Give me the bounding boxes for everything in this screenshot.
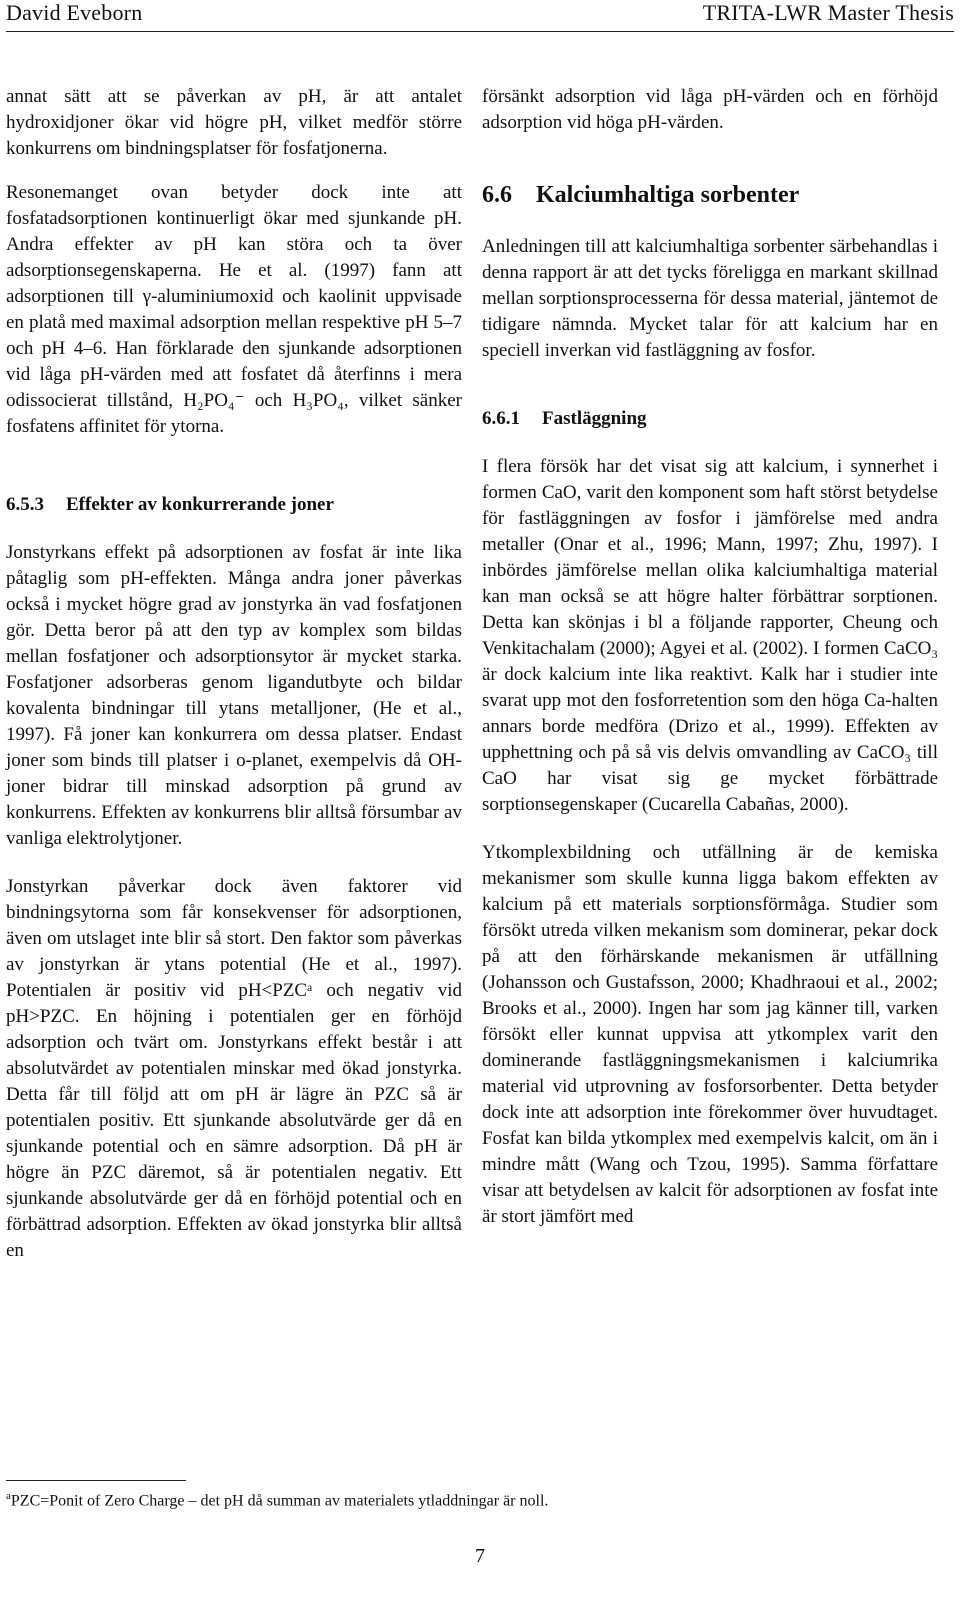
footnote xyxy=(6,1485,936,1512)
page-number: 7 xyxy=(475,1545,485,1567)
header-rule xyxy=(6,31,954,32)
header-author: David Eveborn xyxy=(6,0,143,25)
footnote-marker: a xyxy=(6,1490,11,1502)
left-column xyxy=(6,84,462,1264)
heading-6-6-1-number: 6.6.1 xyxy=(482,408,520,429)
header-series: TRITA-LWR Master Thesis xyxy=(702,0,954,25)
footnote-text: PZC=Ponit of Zero Charge – det pH då summan av materialets ytladdningar är noll. xyxy=(10,1492,549,1510)
heading-6-6-number: 6.6 xyxy=(482,182,512,208)
heading-6-6-1-title: Fastläggning xyxy=(542,408,647,429)
heading-6-5-3-title: Effekter av konkurrerande joner xyxy=(66,494,334,515)
paragraph-surface-potential: Jonstyrkan påverkar dock även faktorer vid bindningsytorna som får konsekvenser för adsorptionen, även om utslaget inte blir så stort. Den faktor som påverkas av jonstyrkan är ytans potential (He et al., 1997). Potentialen är positiv vid pH<PZCᵃ och negativ vid pH>PZC. En höjning i potentialen ger en förhöjd adsorption och tvärt om. Jonstyrkans effekt består i att absolutvärdet av potentialen minskar med ökad jonstyrka. Detta får till följd att om pH är lägre än PZC så är potentialen positiv. Ett sjunkande absolutvärde ger då en sjunkande potential och en sämre adsorption. Då pH är högre än PZC däremot, så är potentialen negativ. Ett sjunkande absolutvärde ger då en förhöjd potential och en förbättrad adsorption. Effekten av ökad jonstyrka blir alltså en xyxy=(6,876,462,1261)
heading-6-6 xyxy=(482,178,938,212)
paragraph-calcium-intro: Anledningen till att kalciumhaltiga sorbenter särbehandlas i denna rapport är att det tycks föreligga en markant skillnad mellan sorptionsprocesserna för dessa material, jäntemot de tidigare nämnda. Mycket talar för att kalcium har en speciell inverkan vid fastläggning av fosfor. xyxy=(482,236,938,361)
paragraph-fixation: I flera försök har det visat sig att kalcium, i synnerhet i formen CaO, varit den komponent som haft störst betydelse för fastläggningen av fosfor i jämförelse med andra metaller (Onar et al., 1996; Mann, 1997; Zhu, 1997). I inbördes jämförelse mellan olika kalciumhaltiga material kan man också se att högre halter förbättrar sorptionen. Detta kan skönjas i bl a följande rapporter, Cheung och Venkitachalam (2000); Agyei et al. (2002). I formen CaCO₃ är dock kalcium inte lika reaktivt. Kalk har i studier inte svarat upp mot den fosforretention som den höga Ca-halten annars borde medföra (Drizo et al., 1999). Effekten av upphettning och på så vis delvis omvandling av CaCO₃ till CaO har visat sig ge mycket förbättrade sorptionsegenskaper (Cucarella Cabañas, 2000). xyxy=(482,456,938,815)
paragraph-mechanisms: Ytkomplexbildning och utfällning är de kemiska mekanismer som skulle kunna ligga bakom effekten av kalcium på ett materials sorptionsförmåga. Studier som försökt utreda vilken mekanism som dominerar, pekar dock på att den förhärskande mekanismen är utfällning (Johansson och Gustafsson, 2000; Khadhraoui et al., 2002; Brooks et al., 2000). Ingen har som jag känner till, varken försökt eller kunnat uppvisa att ytkomplex varit den dominerande fastläggningsmekanismen i kalciumrika material vid utprovning av fosforsorbenter. Detta betyder dock inte att adsorption inte förekommer över huvudtaget. Fosfat kan bilda ytkomplex med exempelvis kalcit, om än i mindre mått (Wang och Tzou, 1995). Samma författare visar att betydelsen av kalcit för adsorptionen av fosfat inte är stort jämfört med xyxy=(482,842,938,1227)
footnote-rule xyxy=(6,1480,186,1481)
heading-6-5-3 xyxy=(6,492,462,518)
paragraph-ph-plateau: Resonemanget ovan betyder dock inte att fosfatadsorptionen kontinuerligt ökar med sjunkande pH. Andra effekter av pH kan störa och ta över adsorptionsegenskaperna. He et al. (1997) fann att adsorptionen till γ-aluminiumoxid och kaolinit uppvisade en platå med maximal adsorption mellan respektive pH 5–7 och pH 4–6. Han förklarade den sjunkande adsorptionen vid låga pH-värden med att fosfatet då återfinns i mera odissocierat tillstånd, H₂PO₄⁻ och H₃PO₄, vilket sänker fosfatens affinitet för ytorna. xyxy=(6,182,462,437)
paragraph-ionic-strength: Jonstyrkans effekt på adsorptionen av fosfat är inte lika påtaglig som pH-effekten. Många andra joner påverkas också i mycket högre grad av jonstyrka än vad fosfatjonen gör. Detta beror på att den typ av komplex som bildas mellan fosfatjoner och adsorptionsytor är mycket starka. Fosfatjoner adsorberas genom ligandutbyte och bildar kovalenta bindningar till ytans metalljoner, (He et al., 1997). Få joner kan konkurrera om dessa platser. Endast joner som binds till platser i o-planet, exempelvis då OH-joner bidrar till minskad adsorption på grund av konkurrens. Effekten av konkurrens blir alltså försumbar av vanliga elektrolytjoner. xyxy=(6,542,462,849)
right-column xyxy=(482,84,938,1230)
paragraph-continued: försänkt adsorption vid låga pH-värden och en förhöjd adsorption vid höga pH-värden. xyxy=(482,86,938,133)
paragraph-ph-hydroxide: annat sätt att se påverkan av pH, är att antalet hydroxidjoner ökar vid högre pH, vilket medför större konkurrens om bindningsplatser för fosfatjonerna. xyxy=(6,86,462,159)
heading-6-6-title: Kalciumhaltiga sorbenter xyxy=(536,182,800,208)
running-header xyxy=(6,0,954,30)
heading-6-6-1 xyxy=(482,406,938,432)
heading-6-5-3-number: 6.5.3 xyxy=(6,494,44,515)
